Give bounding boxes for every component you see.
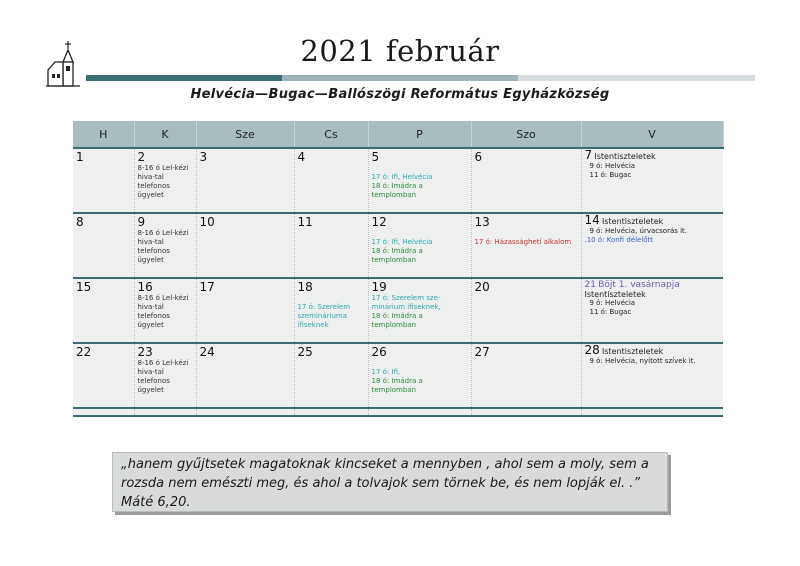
office-hours-note: 8-16 ó Lel-kézi hiva-tal telefonos ügyelet: [137, 229, 189, 264]
event-youth: 17 ó: Ifi,: [371, 368, 401, 376]
service-line: 9 ó: Helvécia: [589, 299, 636, 307]
event-prayer: 18 ó: Imádra a templomban: [371, 312, 423, 329]
day-number: 11: [297, 215, 313, 229]
services-heading: Istentiszteletek: [602, 347, 664, 356]
title-rule-mid: [282, 75, 518, 81]
day-cell: [73, 278, 134, 343]
day-cell: [196, 278, 294, 343]
day-cell: [581, 148, 723, 213]
week-row: [73, 278, 723, 343]
month-calendar: [73, 121, 724, 417]
day-cell: [294, 278, 368, 343]
service-line: 9 ó: Helvécia: [589, 162, 636, 170]
service-line: 11 ó: Bugac: [589, 308, 632, 316]
day-number: 20: [474, 280, 490, 294]
event-seminar: 17 ó: Szerelem sze-minárium ifiseknek,: [371, 294, 441, 311]
event-marriage-week: 17 ó: Házassághetí alkalom: [474, 238, 572, 246]
title-rule-dark: [86, 75, 282, 81]
day-cell: [134, 343, 196, 408]
day-number: 28: [584, 343, 600, 357]
day-number: 9: [137, 215, 146, 229]
event-prayer: 18 ó: Imádra a templomban: [371, 182, 423, 199]
weekday-header: K: [134, 121, 196, 148]
office-hours-note: 8-16 ó Lel-kézi hiva-tal telefonos ügyelet: [137, 294, 189, 329]
day-cell: [73, 148, 134, 213]
weekday-header: Cs: [294, 121, 368, 148]
day-number: 3: [199, 150, 208, 164]
day-cell: [294, 148, 368, 213]
day-cell: [196, 213, 294, 278]
day-number: 12: [371, 215, 387, 229]
day-number: 2: [137, 150, 146, 164]
congregation-name: Helvécia—Bugac—Ballószögi Református Egyházközség: [190, 87, 610, 102]
day-cell: [294, 213, 368, 278]
week-row: [73, 148, 723, 213]
week-row: [73, 343, 723, 408]
day-number: 22: [76, 345, 92, 359]
day-cell: [471, 278, 581, 343]
day-cell: [471, 213, 581, 278]
day-number: 16: [137, 280, 153, 294]
day-cell: [73, 343, 134, 408]
day-cell: [368, 148, 471, 213]
day-cell: [368, 213, 471, 278]
services-heading: Istentiszteletek: [602, 217, 664, 226]
bible-quote-box: [112, 452, 668, 512]
day-number: 25: [297, 345, 313, 359]
event-youth: 17 ó: Ifi, Helvécia: [371, 238, 433, 246]
services-heading: Istentiszteletek: [594, 152, 656, 161]
service-line: 9 ó: Helvécia, nyitott szívek it.: [589, 357, 696, 365]
week-row: [73, 213, 723, 278]
bible-quote-text: „hanem gyűjtsetek magatoknak kincseket a mennyben , ahol sem a moly, sem a rozsda nem emészti meg, és ahol a tolvajok sem törnek be, és nem lopják el. .” Máté 6,20.: [121, 457, 649, 510]
day-cell: [73, 213, 134, 278]
event-prayer: 18 ó: Imádra a templomban: [371, 247, 423, 264]
day-number: 1: [76, 150, 84, 164]
day-cell: [196, 343, 294, 408]
day-cell: [581, 343, 723, 408]
day-number: 27: [474, 345, 490, 359]
day-cell: [471, 148, 581, 213]
day-number: 13: [474, 215, 490, 229]
day-number: 23: [137, 345, 153, 359]
day-number: 8: [76, 215, 84, 229]
day-number: 24: [199, 345, 215, 359]
title-rule-light: [518, 75, 755, 81]
lent-sunday-heading: Böjt 1. vasárnapja: [598, 280, 680, 290]
day-number: 15: [76, 280, 92, 294]
page-title: 2021 február: [300, 34, 500, 68]
day-cell: [581, 213, 723, 278]
day-cell: [196, 148, 294, 213]
event-seminar: 17 ó: Szerelem szemináriuma ifiseknek: [297, 303, 351, 329]
day-cell: [368, 343, 471, 408]
weekday-header: Szo: [471, 121, 581, 148]
day-number: 10: [199, 215, 215, 229]
day-cell: [134, 278, 196, 343]
weekday-header: H: [73, 121, 134, 148]
day-number: 18: [297, 280, 313, 294]
day-cell: [134, 148, 196, 213]
weekday-header: P: [368, 121, 471, 148]
day-number: 17: [199, 280, 215, 294]
day-cell: [134, 213, 196, 278]
weekday-header-row: [73, 121, 723, 148]
office-hours-note: 8-16 ó Lel-kézi hiva-tal telefonos ügyelet: [137, 164, 189, 199]
event-youth: 17 ó: Ifi, Helvécia: [371, 173, 433, 181]
weekday-header: Sze: [196, 121, 294, 148]
day-cell: [471, 343, 581, 408]
day-number: 26: [371, 345, 387, 359]
office-hours-note: 8-16 ó Lel-kézi hiva-tal telefonos ügyelet: [137, 359, 189, 394]
day-cell: [294, 343, 368, 408]
service-line: 9 ó: Helvécia, úrvacsorás it.: [589, 227, 688, 235]
day-number: 7: [584, 148, 593, 162]
confirmation-line: .10 ó: Konfi délelőtt: [584, 236, 654, 244]
day-number: 14: [584, 213, 600, 227]
day-number: 6: [474, 150, 483, 164]
day-number: 19: [371, 280, 387, 294]
event-prayer: 18 ó: Imádra a templomban: [371, 377, 423, 394]
day-cell: [581, 278, 723, 343]
service-line: 11 ó: Bugac: [589, 171, 632, 179]
day-number: 5: [371, 150, 380, 164]
day-number: 4: [297, 150, 306, 164]
day-number: 21: [584, 280, 596, 290]
services-heading: Istentiszteletek: [584, 290, 646, 299]
day-cell: [368, 278, 471, 343]
weekday-header: V: [581, 121, 723, 148]
calendar-footer-row: [73, 408, 723, 416]
